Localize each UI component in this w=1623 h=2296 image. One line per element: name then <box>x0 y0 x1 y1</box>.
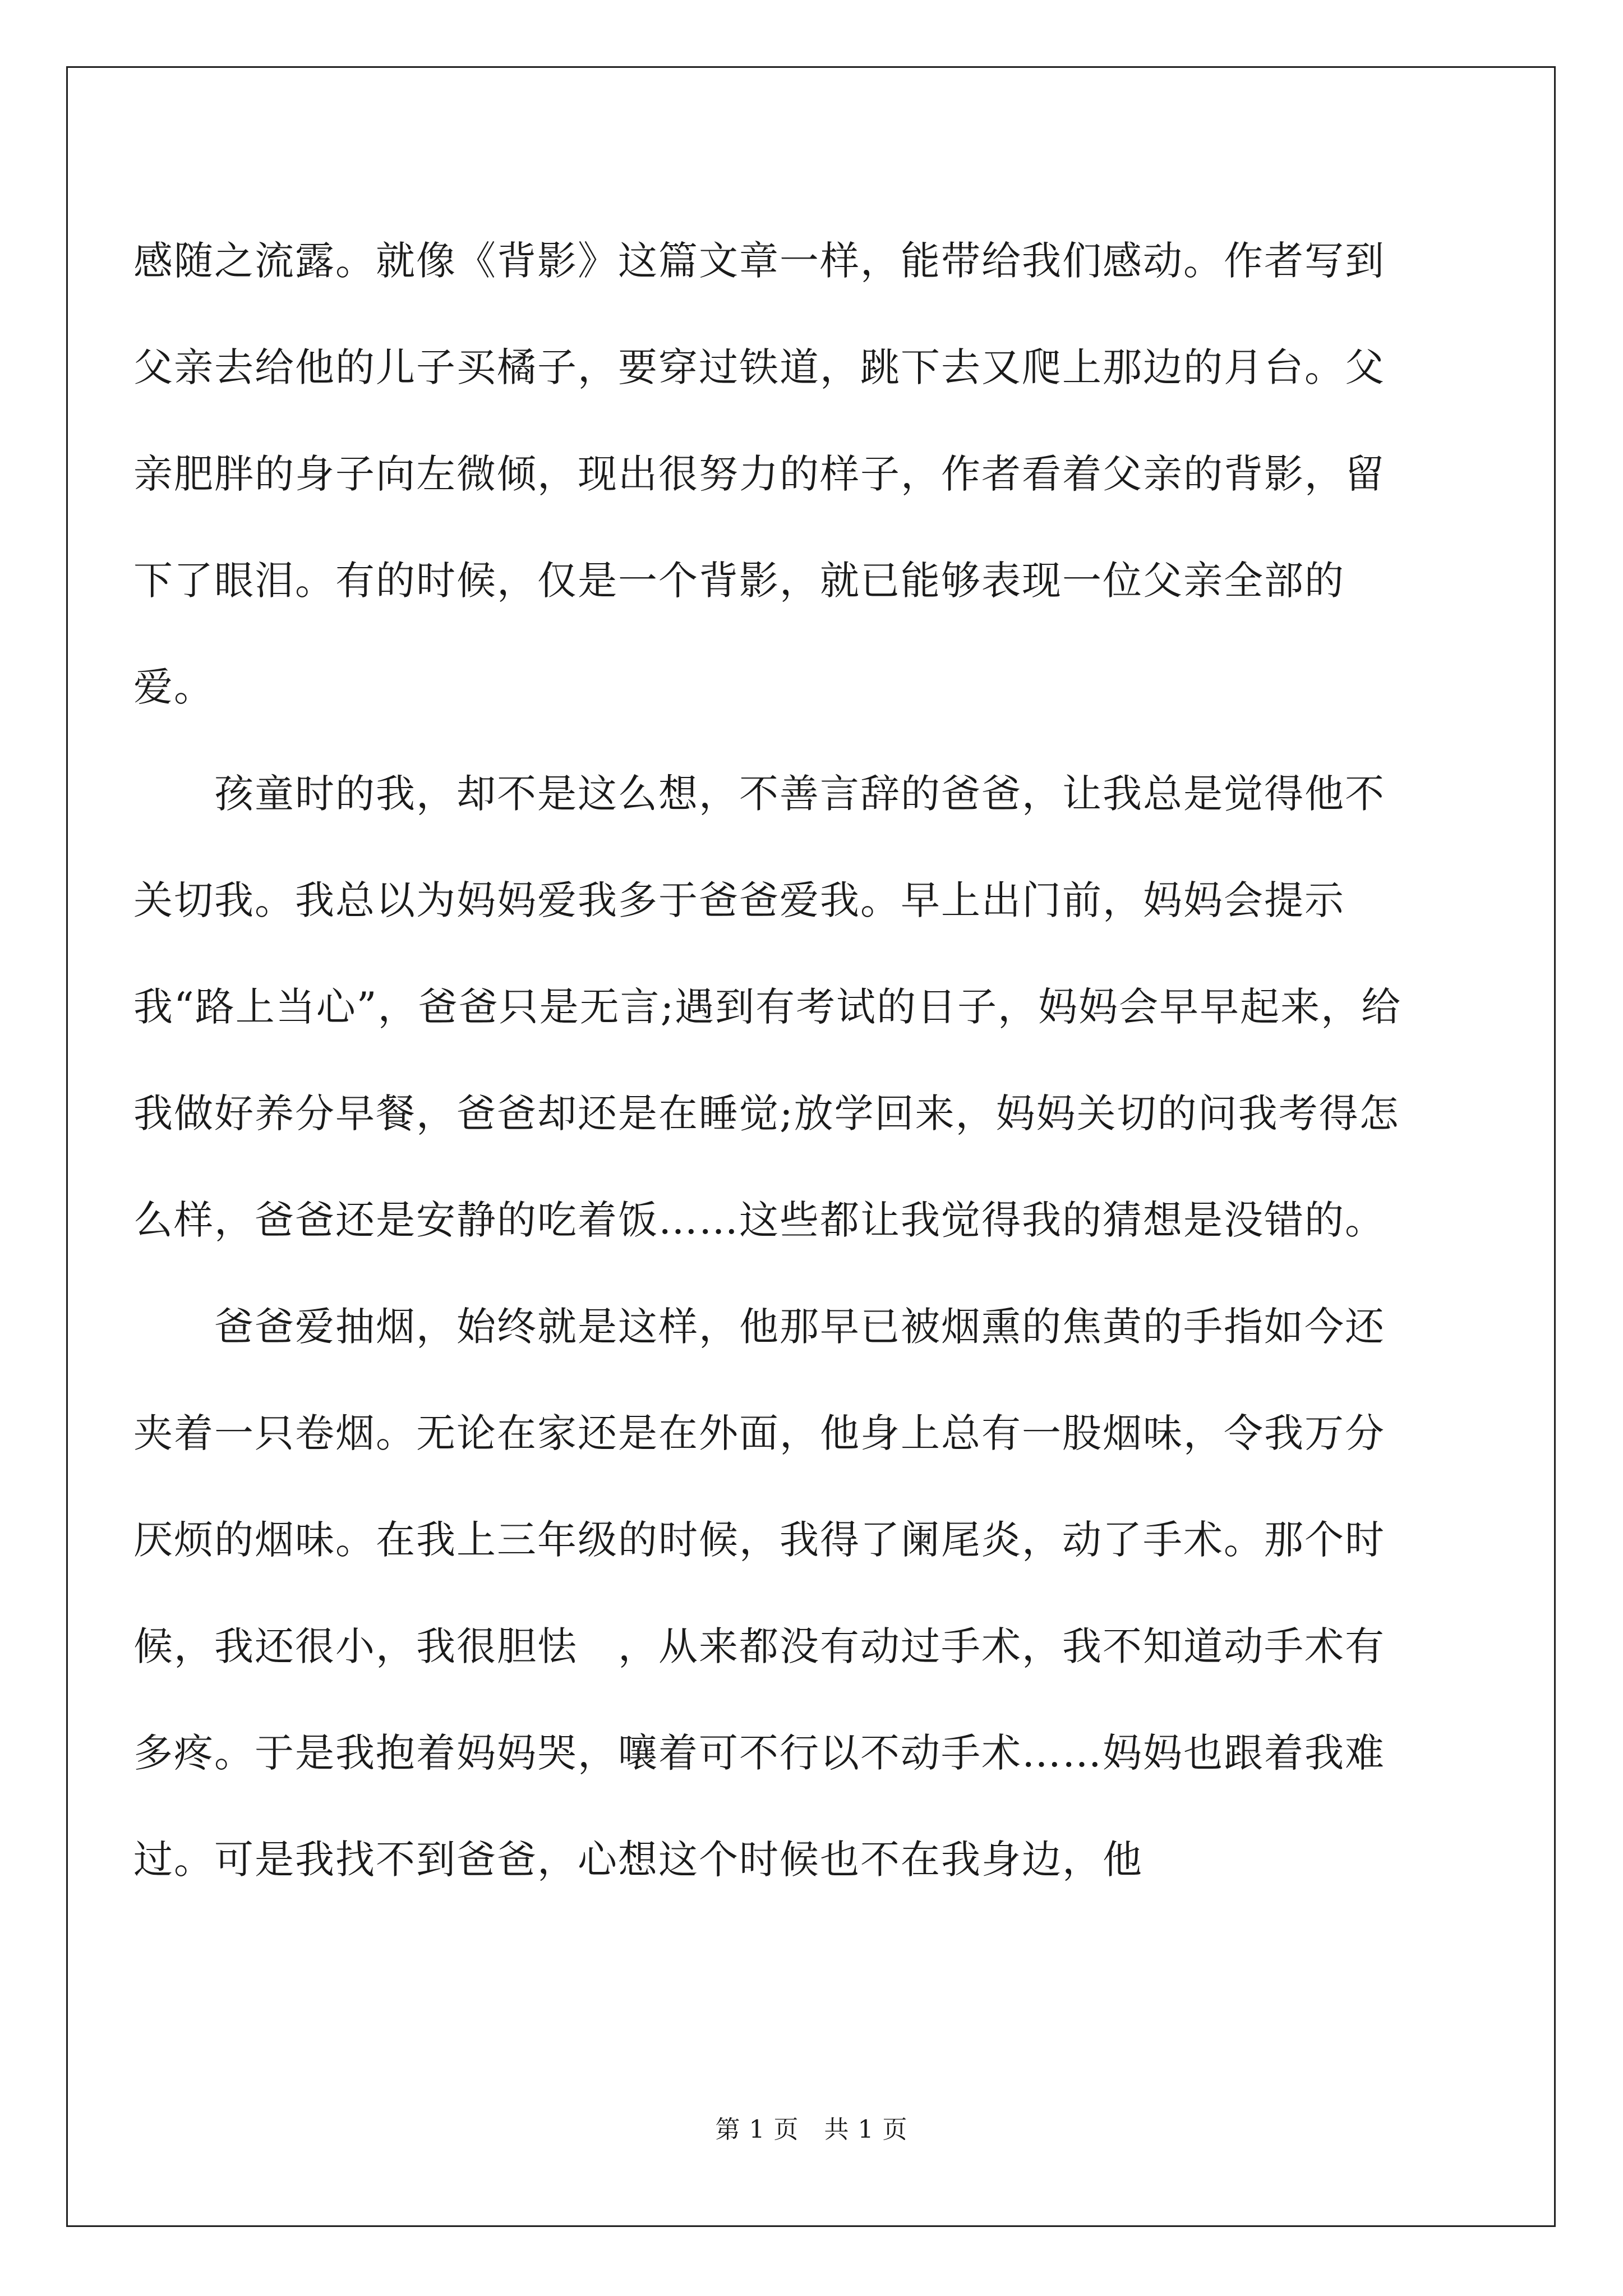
document-body <box>133 208 1423 1913</box>
page-footer: 第 1 页 共 1 页 <box>715 2115 908 2144</box>
paragraph-2: 孩童时的我，却不是这么想，不善言辞的爸爸，让我总是觉得他不关切我。我总以为妈妈爱我多于爸爸爱我。早上出门前，妈妈会提示我“路上当心”，爸爸只是无言;遇到有考试的日子，妈妈会早早起来，给我做好养分早餐，爸爸却还是在睡觉;放学回来，妈妈关切的问我考得怎么样，爸爸还是安静的吃着饭……这些都让我觉得我的猜想是没错的。 <box>133 771 1402 1243</box>
paragraph-1: 感随之流露。就像《背影》这篇文章一样，能带给我们感动。作者写到父亲去给他的儿子买橘子，要穿过铁道，跳下去又爬上那边的月台。父亲肥胖的身子向左微倾，现出很努力的样子，作者看着父亲的背影，留下了眼泪。有的时候，仅是一个背影，就已能够表现一位父亲全部的爱。 <box>133 238 1385 710</box>
paragraph-3: 爸爸爱抽烟，始终就是这样，他那早已被烟熏的焦黄的手指如今还夹着一只卷烟。无论在家还是在外面，他身上总有一股烟味，令我万分厌烦的烟味。在我上三年级的时候，我得了阑尾炎，动了手术。那个时候，我还很小，我很胆怯 ，从来都没有动过手术，我不知道动手术有多疼。于是我抱着妈妈哭，嚷着可不行以不动手术……妈妈也跟着我难过。可是我找不到爸爸，心想这个时候也不在我身边，他 <box>133 1304 1385 1883</box>
